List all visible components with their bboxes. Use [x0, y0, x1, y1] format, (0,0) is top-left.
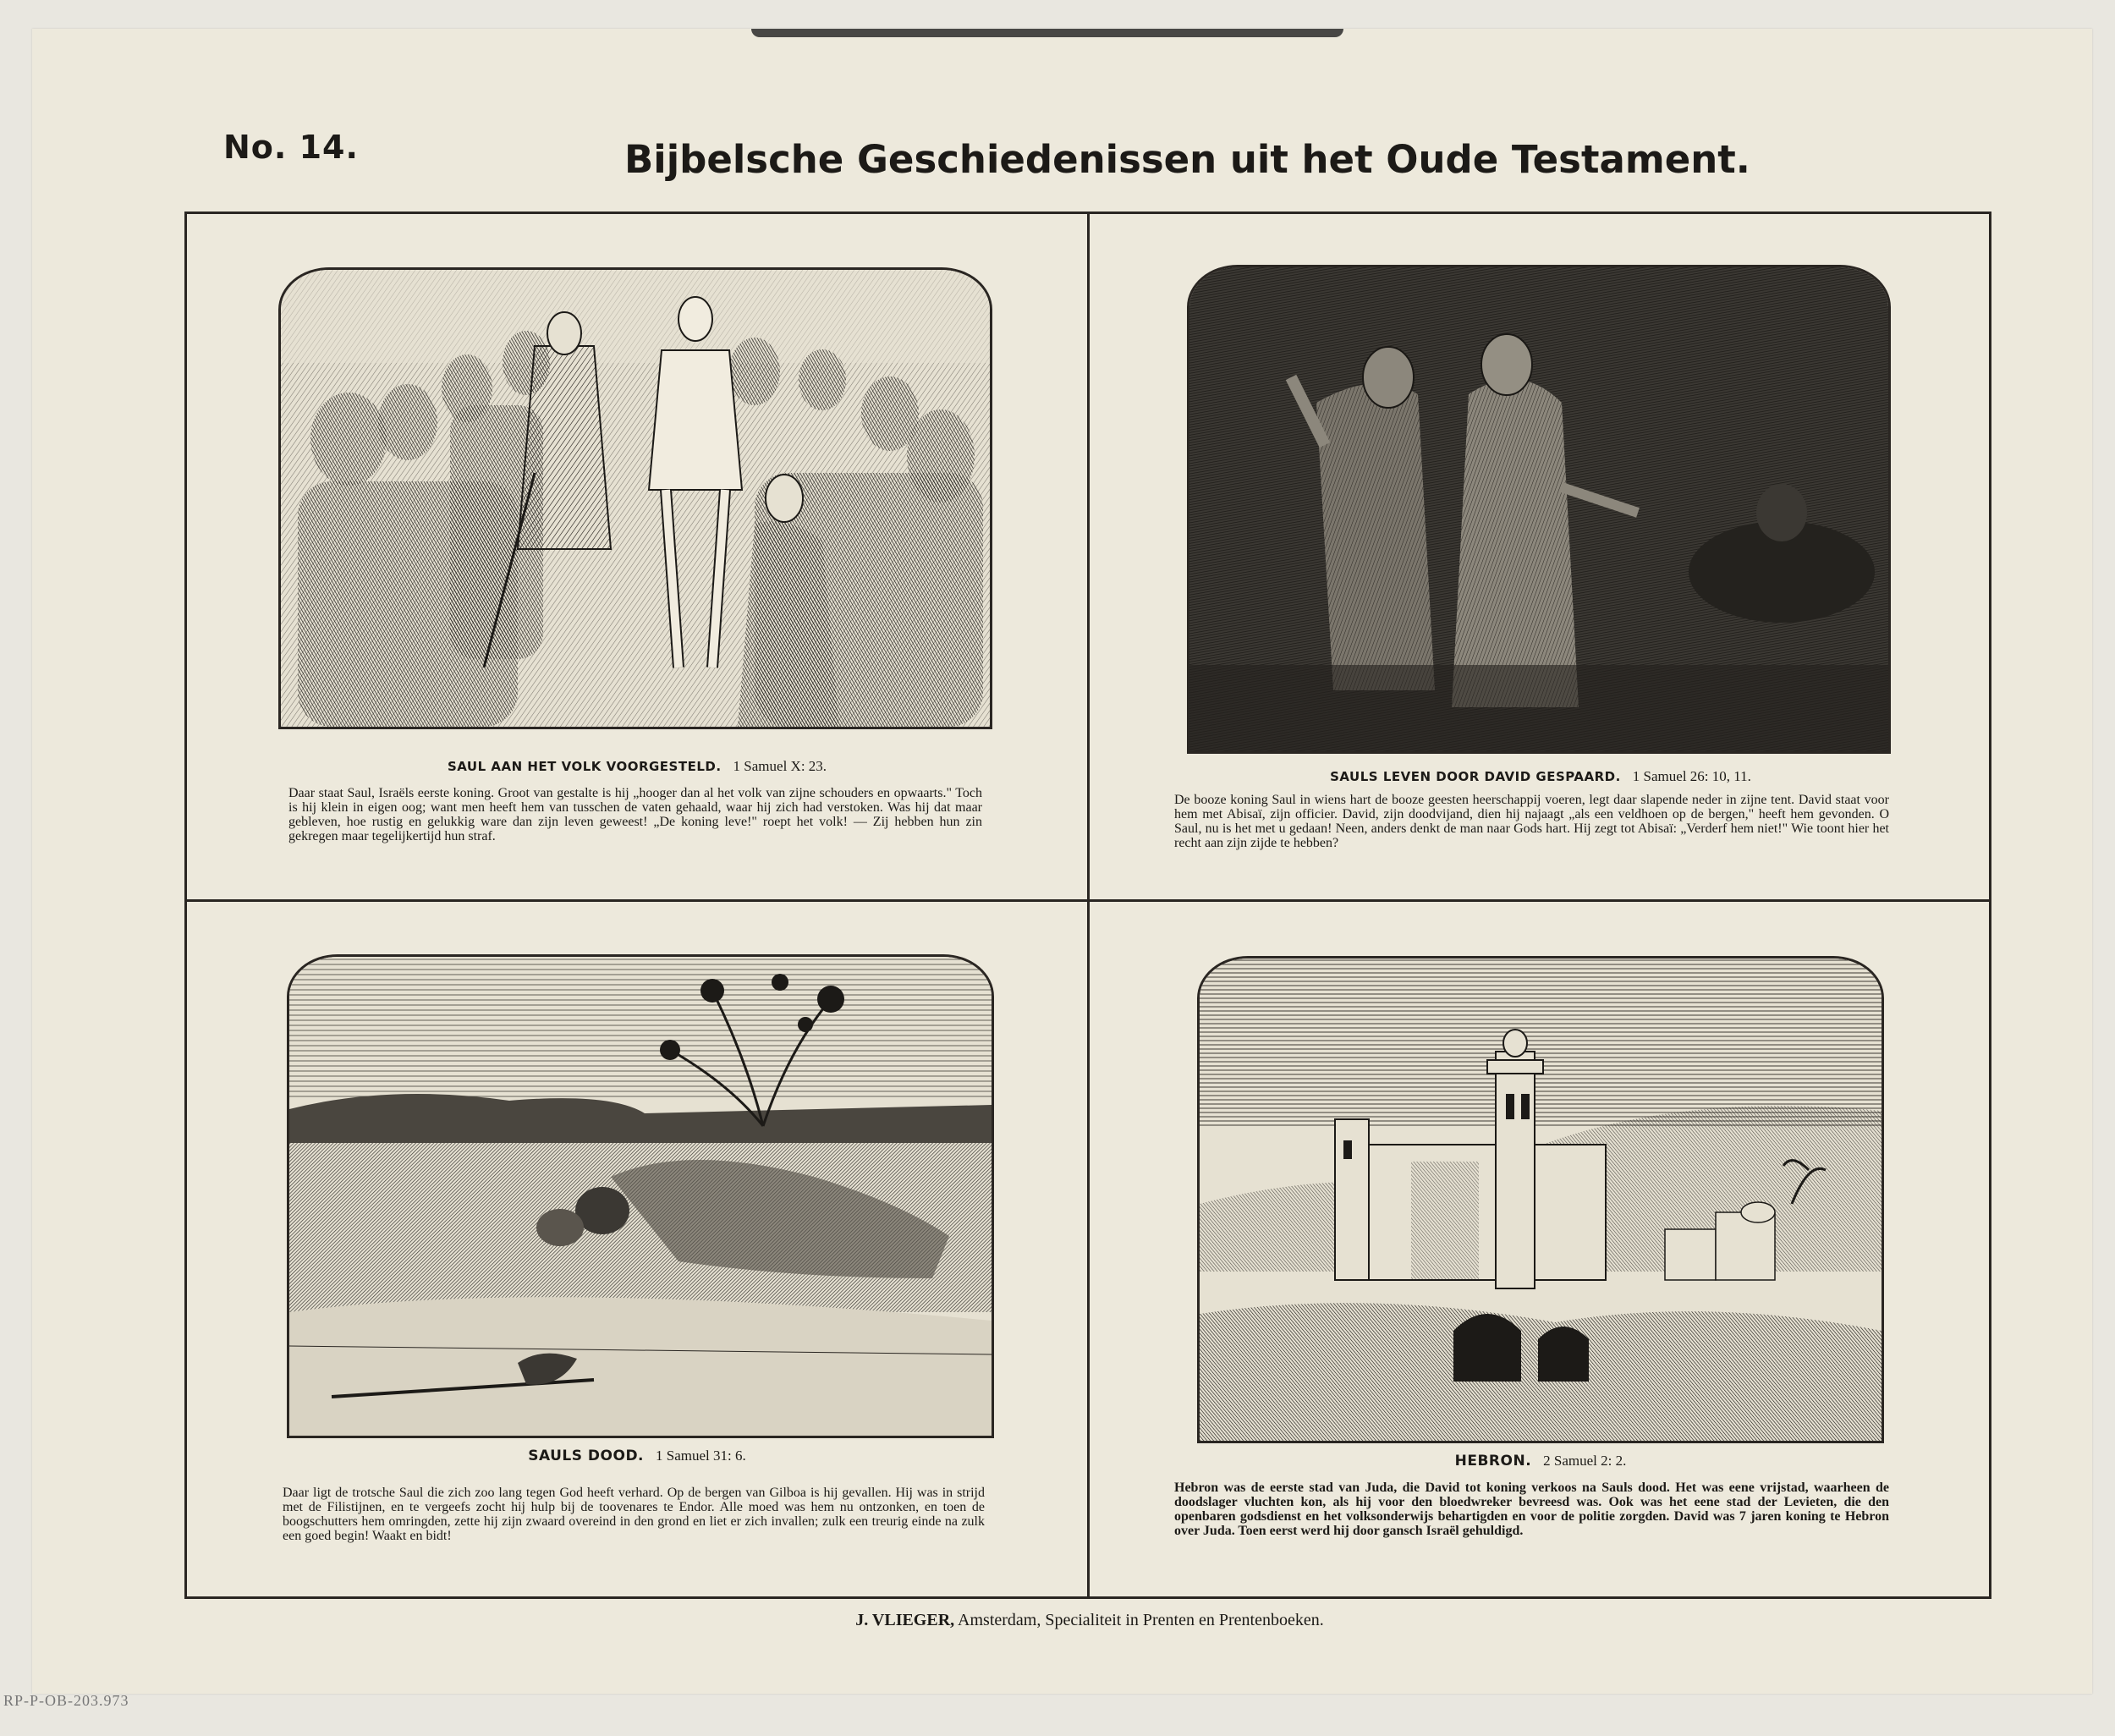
page-title: Bijbelsche Geschiedenissen uit het Oude Testament. — [624, 137, 1750, 182]
caption-text: Hebron was de eerste stad van Juda, die David tot koning verkoos na Sauls dood. Het was eene vrijstad, waarheen de doodslager vluchten kon, als hij voor den bloedwreker bevreesd was. Ook was het eene stad der Levieten, die den openbaren godsdienst en het volksonderwijs behartigden en voor de politie zorgden. David was 7 jaren koning te Hebron over Juda. Toen eerst werd hij door gansch Israël gehuldigd. — [1174, 1481, 1889, 1538]
publisher-details: Amsterdam, Specialiteit in Prenten en Prentenboeken. — [954, 1611, 1324, 1629]
caption-heading — [187, 758, 1087, 775]
caption-heading — [1090, 1453, 1991, 1470]
illustration-saul-presented — [278, 267, 992, 729]
print-number: No. 14. — [223, 129, 359, 166]
illustration-saul-death — [287, 954, 994, 1438]
caption-reference: 2 Samuel 2: 2. — [1543, 1453, 1627, 1469]
panel-hebron — [1090, 902, 1991, 1599]
caption-text: De booze koning Saul in wiens hart de booze geesten heerschappij voeren, legt daar slapende neder in zijne tent. David staat voor hem met Abisaï, zijn officier. David, zijn doodvijand, dien hij najaagt „als een veldhoen op de bergen," heeft hem gevonden. O Saul, nu is het met u gedaan! Neen, anders denkt de man naar Gods hart. Hij zegt tot Abisaï: „Verderf hem niet!" Wie toont hier het recht aan zijn zijde te hebben? — [1174, 793, 1889, 850]
panel-saul-spared — [1090, 214, 1991, 899]
publisher-footer — [540, 1611, 1640, 1630]
caption-reference: 1 Samuel X: 23. — [733, 758, 827, 774]
catalog-number: RP-P-OB-203.973 — [3, 1692, 129, 1709]
illustration-hebron — [1197, 956, 1884, 1443]
engraving-hebron-town — [1200, 959, 1882, 1441]
caption-title: SAULS LEVEN DOOR DAVID GESPAARD. — [1330, 769, 1621, 784]
scan-edge-shadow — [751, 29, 1343, 37]
caption-heading — [1090, 768, 1991, 785]
caption-title: HEBRON. — [1454, 1453, 1532, 1470]
caption-title: SAUL AAN HET VOLK VOORGESTELD. — [447, 759, 722, 774]
caption-text: Daar staat Saul, Israëls eerste koning. Groot van gestalte is hij „hooger dan al het volk van zijne schouders en opwaarts." Toch is hij klein in eigen oog; want men heeft hem van tusschen de vaten gehaald, waar hij zich had verstoken. Was hij dat maar gebleven, hoe rustig en gelukkig ware dan zijn leven geweest! „De koning leve!" roept het volk! — Zij hebben hun zin gekregen maar tegelijkertijd hun straf. — [288, 786, 982, 843]
caption-title: SAULS DOOD. — [528, 1448, 645, 1464]
engraving-fallen-king — [289, 957, 992, 1436]
engraving-night-tent-scene — [1189, 267, 1888, 751]
illustration-saul-spared — [1187, 265, 1891, 754]
panel-grid — [184, 212, 1991, 1599]
caption-text: Daar ligt de trotsche Saul die zich zoo lang tegen God heeft verhard. Op de bergen van Gilboa is hij gevallen. Hij was in strijd met de Filistijnen, en te vergeefs zocht hij hulp bij de toovenares te Endor. Alle moed was hem nu ontzonken, en toen de boogschutters hem omringden, zette hij zijn zwaard overeind in den grond en liet er zich invallen; zulk een treurig einde na zulk een goed begin! Waakt en bidt! — [283, 1486, 985, 1543]
panel-saul-death — [187, 902, 1087, 1599]
publisher-name: J. VLIEGER, — [855, 1611, 955, 1629]
caption-heading — [187, 1448, 1087, 1464]
engraving-crowd-scene — [281, 270, 990, 727]
print-sheet — [32, 29, 2092, 1694]
caption-reference: 1 Samuel 31: 6. — [656, 1448, 746, 1464]
panel-saul-presented — [187, 214, 1087, 899]
caption-reference: 1 Samuel 26: 10, 11. — [1632, 768, 1751, 784]
